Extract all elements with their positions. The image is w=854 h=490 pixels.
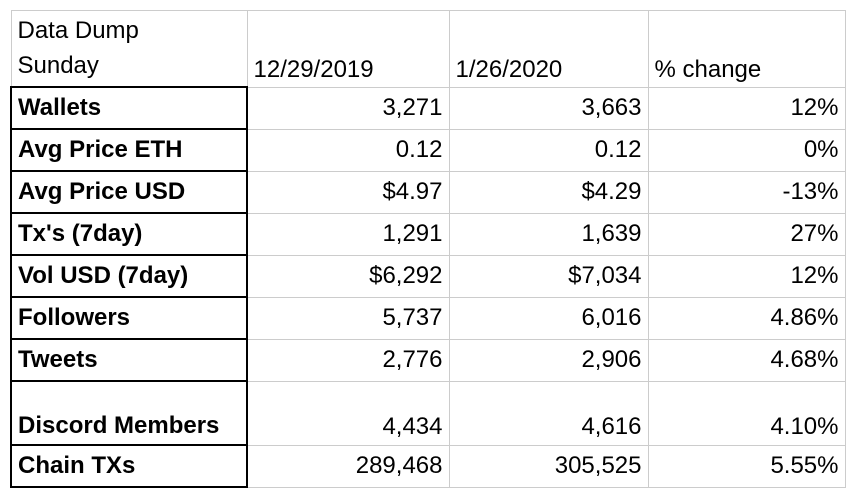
cell-change[interactable]: 0% [648, 129, 845, 171]
table-row [11, 171, 845, 213]
cell-change[interactable]: 4.68% [648, 339, 845, 381]
cell-value-1[interactable]: 3,271 [247, 87, 449, 129]
cell-value-2[interactable]: $7,034 [449, 255, 648, 297]
table-row [11, 381, 845, 445]
cell-change[interactable]: -13% [648, 171, 845, 213]
cell-value-2[interactable]: 4,616 [449, 381, 648, 445]
row-label[interactable]: Chain TXs [11, 445, 247, 487]
title-line-1: Data Dump [17, 17, 139, 44]
row-label[interactable]: Wallets [11, 87, 247, 129]
cell-change[interactable]: 12% [648, 255, 845, 297]
cell-value-2[interactable]: 1,639 [449, 213, 648, 255]
cell-value-1[interactable]: 1,291 [247, 213, 449, 255]
cell-value-1[interactable]: 289,468 [247, 445, 449, 487]
cell-change[interactable]: 4.10% [648, 381, 845, 445]
row-label[interactable]: Avg Price USD [11, 171, 247, 213]
table-row [11, 129, 845, 171]
cell-change[interactable]: 4.86% [648, 297, 845, 339]
cell-value-1[interactable]: 0.12 [247, 129, 449, 171]
table-row [11, 255, 845, 297]
row-label[interactable]: Discord Members [11, 381, 247, 445]
row-label[interactable]: Tweets [11, 339, 247, 381]
table-row [11, 445, 845, 487]
spreadsheet [10, 10, 846, 488]
cell-change[interactable]: 27% [648, 213, 845, 255]
title-line-2: Sunday [17, 52, 99, 79]
table-row [11, 339, 845, 381]
cell-change[interactable]: 12% [648, 87, 845, 129]
row-label[interactable]: Vol USD (7day) [11, 255, 247, 297]
cell-value-2[interactable]: 305,525 [449, 445, 648, 487]
row-label[interactable]: Tx's (7day) [11, 213, 247, 255]
column-header-2[interactable]: 1/26/2020 [449, 11, 648, 88]
header-row [11, 11, 845, 88]
row-label[interactable]: Followers [11, 297, 247, 339]
cell-value-1[interactable]: $6,292 [247, 255, 449, 297]
row-label[interactable]: Avg Price ETH [11, 129, 247, 171]
cell-value-2[interactable]: 0.12 [449, 129, 648, 171]
cell-value-1[interactable]: 2,776 [247, 339, 449, 381]
table-row [11, 87, 845, 129]
title-cell[interactable] [11, 11, 247, 88]
cell-change[interactable]: 5.55% [648, 445, 845, 487]
cell-value-2[interactable]: 6,016 [449, 297, 648, 339]
table-row [11, 213, 845, 255]
cell-value-2[interactable]: 3,663 [449, 87, 648, 129]
cell-value-1[interactable]: 4,434 [247, 381, 449, 445]
cell-value-1[interactable]: $4.97 [247, 171, 449, 213]
column-header-3[interactable]: % change [648, 11, 845, 88]
column-header-1[interactable]: 12/29/2019 [247, 11, 449, 88]
cell-value-2[interactable]: $4.29 [449, 171, 648, 213]
cell-value-2[interactable]: 2,906 [449, 339, 648, 381]
table-row [11, 297, 845, 339]
data-table [10, 10, 846, 488]
cell-value-1[interactable]: 5,737 [247, 297, 449, 339]
